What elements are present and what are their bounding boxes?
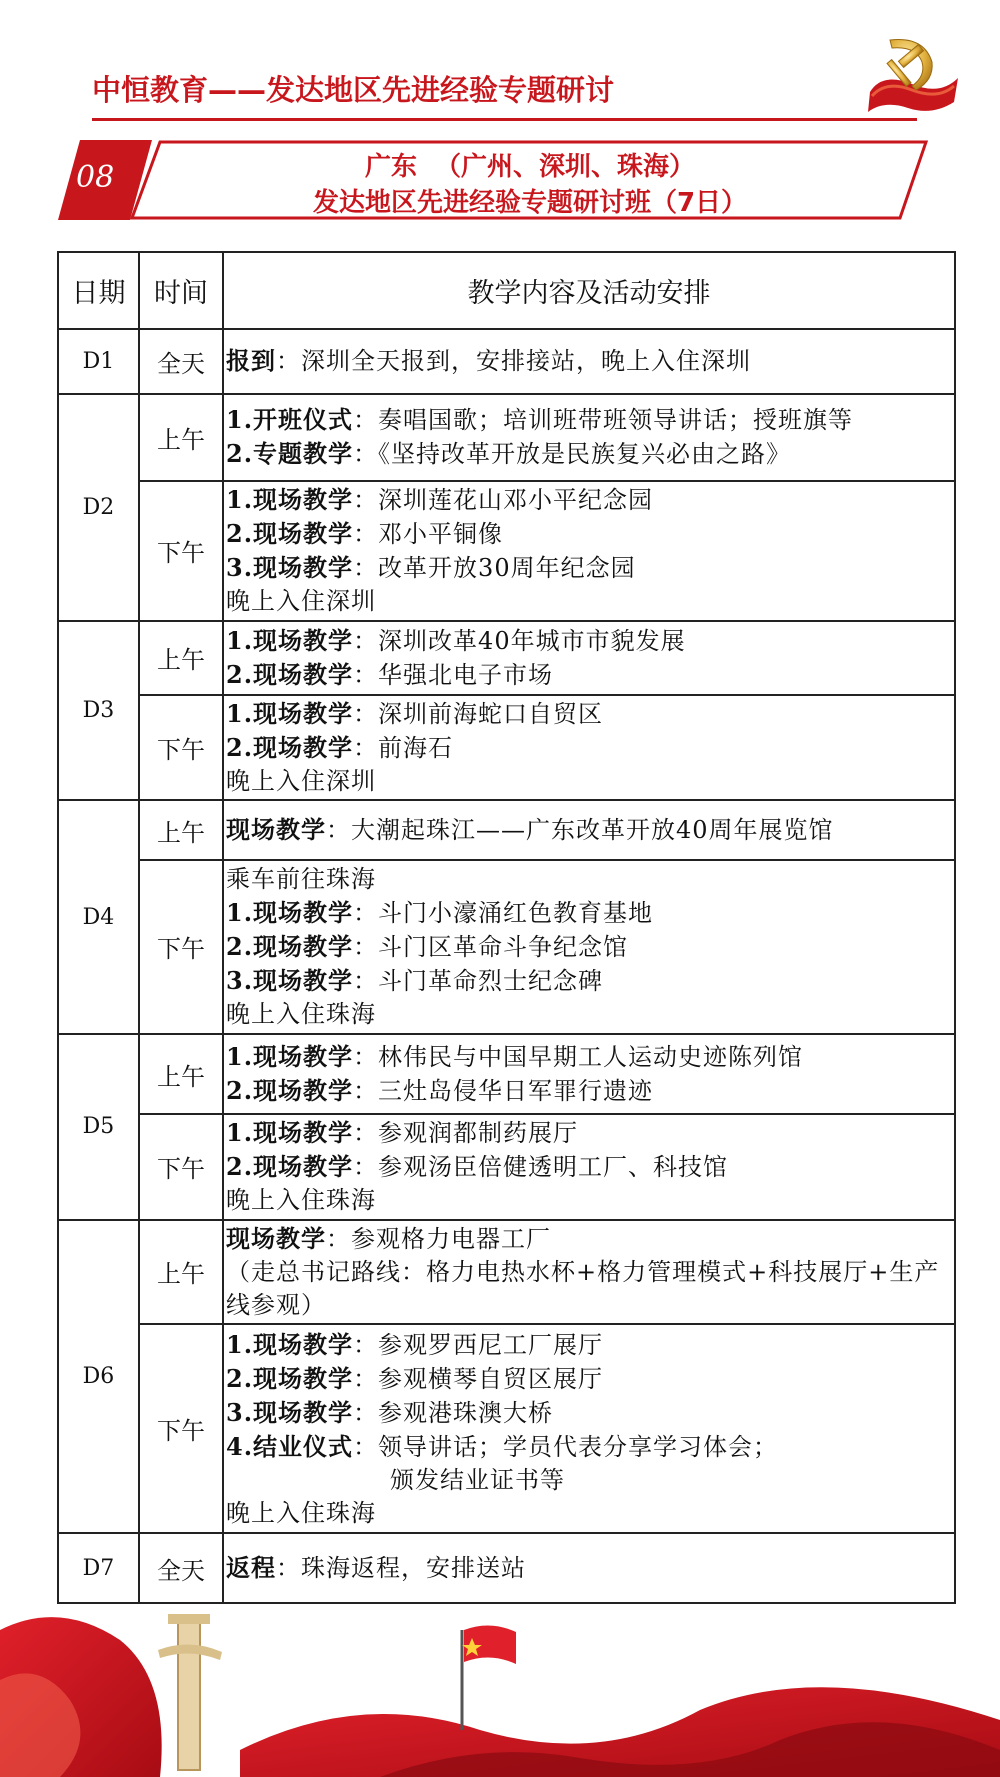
activity-text: ：深圳前海蛇口自贸区 (353, 700, 604, 729)
schedule-row (58, 394, 955, 481)
time-cell: 上午 (139, 1220, 223, 1325)
activity-text: ：参观罗西尼工厂展厅 (353, 1330, 604, 1359)
hammer-sickle-icon (862, 32, 962, 118)
activity-label: 2.现场教学 (226, 931, 354, 961)
table-header-row (58, 252, 955, 329)
header-time: 时间 (139, 252, 223, 329)
activity-line (226, 1464, 950, 1497)
activity-line (226, 697, 950, 731)
activity-label: 3.现场教学 (226, 1397, 354, 1427)
activity-text: ：深圳莲花山邓小平纪念园 (353, 486, 654, 515)
activity-label: 报到 (226, 346, 276, 376)
activity-label: 现场教学 (226, 815, 326, 845)
activity-label: 现场教学 (226, 1223, 326, 1253)
time-cell: 上午 (139, 800, 223, 859)
activity-line (226, 483, 950, 517)
activity-line (226, 624, 950, 658)
activity-text: ：大潮起珠江——广东改革开放40周年展览馆 (326, 816, 834, 845)
activity-cell (223, 394, 955, 481)
activity-text: ：三灶岛侵华日军罪行遗迹 (353, 1077, 654, 1106)
schedule-row (58, 481, 955, 621)
activity-text: 晚上入住珠海 (226, 1498, 376, 1527)
activity-line (226, 1328, 950, 1362)
activity-label: 2.专题教学 (226, 439, 354, 469)
activity-text: ：深圳改革40年城市市貌发展 (353, 626, 686, 655)
activity-label: 1.现场教学 (226, 1042, 354, 1072)
schedule-row (58, 860, 955, 1034)
activity-text: ：领导讲话；学员代表分享学习体会； (353, 1432, 779, 1461)
activity-cell (223, 1324, 955, 1533)
activity-text: ：珠海返程，安排送站 (276, 1554, 526, 1583)
activity-label: 2.现场教学 (226, 1076, 354, 1106)
time-cell: 全天 (139, 329, 223, 394)
activity-text: 晚上入住珠海 (226, 999, 376, 1028)
activity-text: ：改革开放30周年纪念园 (353, 554, 636, 583)
activity-cell (223, 1220, 955, 1325)
activity-line (226, 813, 950, 847)
activity-line (226, 930, 950, 964)
activity-text: ：华强北电子市场 (353, 660, 554, 689)
banner-title-line2: 发达地区先进经验专题研讨班（7日） (312, 188, 748, 218)
day-cell: D5 (58, 1034, 139, 1220)
activity-text: 晚上入住深圳 (226, 767, 376, 796)
decorative-footer-art (0, 1590, 1000, 1777)
activity-text: ：《坚持改革开放是民族复兴必由之路》 (353, 440, 792, 469)
activity-line (226, 896, 950, 930)
activity-text: ：参观润都制药展厅 (353, 1119, 579, 1148)
time-cell: 上午 (139, 621, 223, 695)
activity-text: ：林伟民与中国早期工人运动史迹陈列馆 (353, 1043, 804, 1072)
activity-label: 3.现场教学 (226, 965, 354, 995)
day-cell: D3 (58, 621, 139, 800)
activity-line (226, 1150, 950, 1184)
activity-text: ：斗门区革命斗争纪念馆 (353, 932, 629, 961)
activity-line (226, 437, 950, 471)
header-date: 日期 (58, 252, 139, 329)
activity-line (226, 863, 950, 896)
schedule-row (58, 1114, 955, 1220)
activity-cell (223, 695, 955, 801)
schedule-table (57, 251, 956, 1604)
activity-line (226, 344, 950, 378)
schedule-row (58, 329, 955, 394)
activity-text: ：斗门小濠涌红色教育基地 (353, 898, 654, 927)
activity-cell (223, 800, 955, 859)
activity-line (226, 1074, 950, 1108)
activity-line (226, 765, 950, 798)
activity-line (226, 517, 950, 551)
header-content: 教学内容及活动安排 (223, 252, 955, 329)
activity-label: 1.现场教学 (226, 1329, 354, 1359)
activity-text: ：参观港珠澳大桥 (353, 1398, 554, 1427)
activity-label: 2.现场教学 (226, 1152, 354, 1182)
activity-line (226, 403, 950, 437)
activity-label: 返程 (226, 1553, 276, 1583)
day-cell: D4 (58, 800, 139, 1034)
day-cell: D7 (58, 1533, 139, 1603)
activity-line (226, 1430, 950, 1464)
activity-label: 2.现场教学 (226, 659, 354, 689)
schedule-row (58, 1220, 955, 1325)
activity-line (226, 1362, 950, 1396)
schedule-row (58, 800, 955, 859)
header-divider (92, 118, 917, 121)
activity-label: 2.现场教学 (226, 519, 354, 549)
activity-text: ：参观汤臣倍健透明工厂、科技馆 (353, 1153, 729, 1182)
time-cell: 下午 (139, 481, 223, 621)
activity-text: ：参观格力电器工厂 (326, 1224, 551, 1253)
activity-text: 颁发结业证书等 (390, 1465, 565, 1494)
schedule-row (58, 1324, 955, 1533)
activity-line (226, 1222, 950, 1256)
time-cell: 下午 (139, 860, 223, 1034)
day-cell: D2 (58, 394, 139, 622)
banner-title-line1: 广东 （广州、深圳、珠海） (364, 152, 696, 182)
activity-label: 1.现场教学 (226, 485, 354, 515)
day-cell: D1 (58, 329, 139, 394)
activity-cell (223, 481, 955, 621)
activity-text: ：参观横琴自贸区展厅 (353, 1364, 604, 1393)
activity-label: 1.开班仪式 (226, 405, 354, 435)
activity-cell (223, 1114, 955, 1220)
day-cell: D6 (58, 1220, 139, 1534)
page-title: 中恒教育——发达地区先进经验专题研讨 (92, 73, 615, 107)
activity-line (226, 1040, 950, 1074)
activity-line (226, 1184, 950, 1217)
activity-label: 2.现场教学 (226, 733, 354, 763)
activity-text: 晚上入住珠海 (226, 1186, 376, 1215)
activity-line (226, 1551, 950, 1585)
schedule-row (58, 1034, 955, 1114)
activity-label: 1.现场教学 (226, 897, 354, 927)
time-cell: 上午 (139, 394, 223, 481)
activity-cell (223, 329, 955, 394)
activity-line (226, 585, 950, 618)
activity-cell (223, 1034, 955, 1114)
activity-line (226, 551, 950, 585)
time-cell: 下午 (139, 695, 223, 801)
activity-line (226, 1497, 950, 1530)
activity-text: ：深圳全天报到，安排接站，晚上入住深圳 (276, 347, 751, 376)
activity-line (226, 964, 950, 998)
schedule-row (58, 621, 955, 695)
activity-label: 2.现场教学 (226, 1363, 354, 1393)
activity-text: 晚上入住深圳 (226, 587, 376, 616)
activity-text: ：斗门革命烈士纪念碑 (353, 966, 604, 995)
time-cell: 全天 (139, 1533, 223, 1603)
activity-line (226, 1396, 950, 1430)
activity-text: （走总书记路线：格力电热水杯+格力管理模式+科技展厅+生产线参观） (226, 1257, 940, 1319)
activity-text: ：前海石 (353, 734, 454, 763)
activity-text: 乘车前往珠海 (226, 864, 376, 893)
schedule-row (58, 695, 955, 801)
time-cell: 下午 (139, 1324, 223, 1533)
activity-label: 1.现场教学 (226, 625, 354, 655)
section-number: 08 (76, 160, 115, 195)
activity-line (226, 998, 950, 1031)
activity-label: 1.现场教学 (226, 699, 354, 729)
time-cell: 下午 (139, 1114, 223, 1220)
activity-line (226, 658, 950, 692)
activity-label: 3.现场教学 (226, 553, 354, 583)
activity-line (226, 731, 950, 765)
activity-cell (223, 860, 955, 1034)
schedule-body (58, 329, 955, 1603)
activity-line (226, 1116, 950, 1150)
activity-line (226, 1256, 950, 1322)
time-cell: 上午 (139, 1034, 223, 1114)
activity-label: 4.结业仪式 (226, 1431, 354, 1461)
activity-cell (223, 621, 955, 695)
activity-text: ：邓小平铜像 (353, 520, 504, 549)
activity-text: ：奏唱国歌；培训班带班领导讲话；授班旗等 (353, 406, 854, 435)
activity-label: 1.现场教学 (226, 1118, 354, 1148)
